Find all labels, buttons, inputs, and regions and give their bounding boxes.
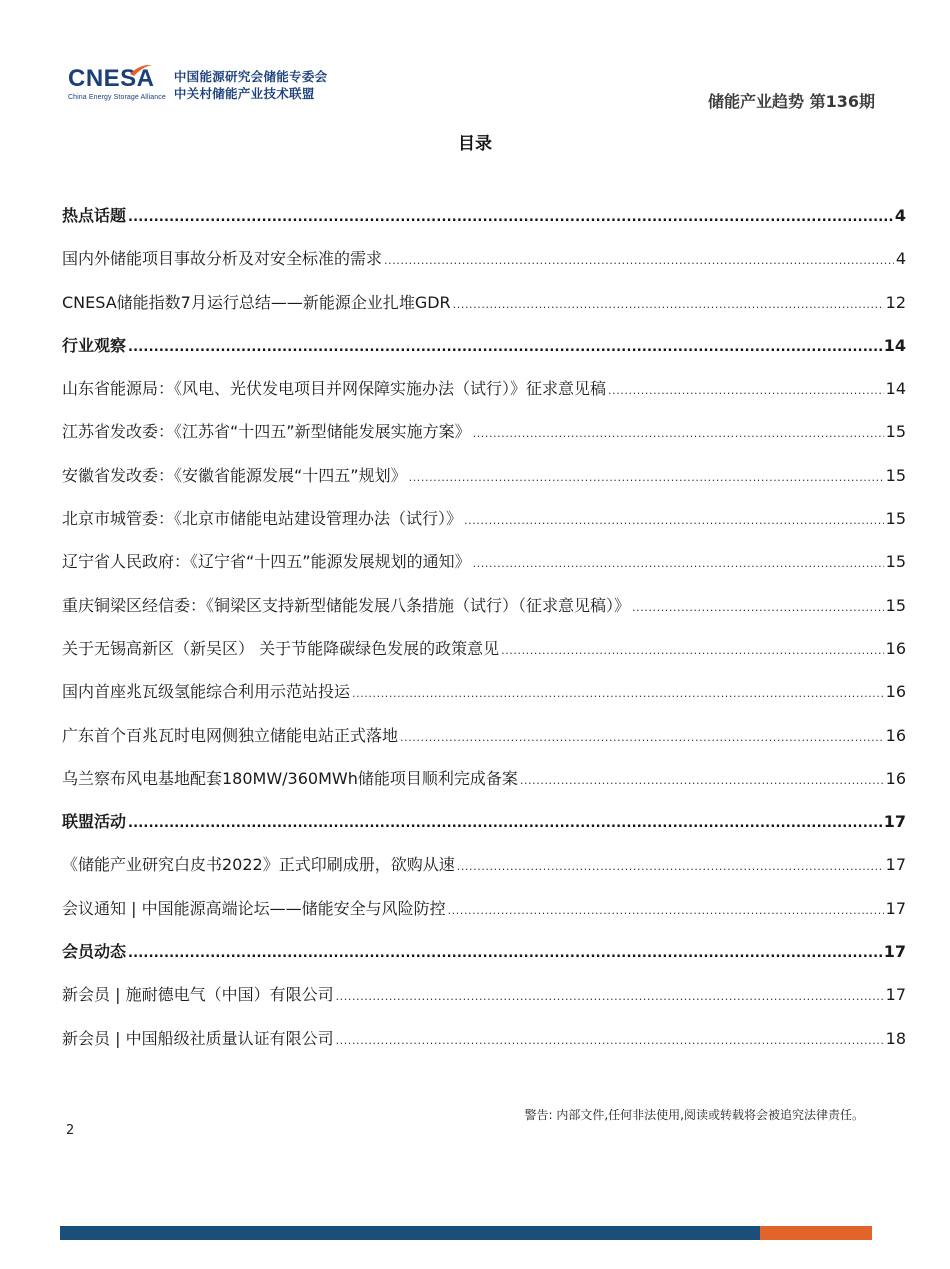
toc-leader-dots bbox=[608, 373, 884, 409]
toc-entry-label: 会员动态 bbox=[62, 942, 127, 962]
toc-entry[interactable] bbox=[62, 241, 906, 284]
toc-entry-page: 4 bbox=[894, 206, 906, 225]
toc-leader-dots bbox=[336, 979, 884, 1015]
toc-entry[interactable] bbox=[62, 414, 906, 457]
toc-leader-dots bbox=[520, 763, 884, 799]
toc-entry[interactable] bbox=[62, 501, 906, 544]
toc-entry-page: 15 bbox=[885, 465, 906, 485]
toc-leader-dots bbox=[128, 806, 882, 842]
toc-entry[interactable] bbox=[62, 718, 906, 761]
logo-tagline: China Energy Storage Alliance bbox=[68, 94, 166, 101]
toc-entry-page: 16 bbox=[885, 638, 906, 658]
toc-leader-dots bbox=[453, 287, 884, 323]
toc-section-entry[interactable] bbox=[62, 328, 906, 371]
toc-entry[interactable] bbox=[62, 977, 906, 1020]
logo-chinese-name bbox=[174, 68, 328, 102]
toc-entry-page: 15 bbox=[885, 595, 906, 615]
toc-title: 目录 bbox=[458, 134, 492, 154]
toc-leader-dots bbox=[128, 330, 882, 366]
toc-entry-label: 国内外储能项目事故分析及对安全标准的需求 bbox=[62, 249, 383, 269]
toc-entry-label: 山东省能源局：《风电、光伏发电项目并网保障实施办法（试行）》征求意见稿 bbox=[62, 379, 607, 399]
issue-title: 储能产业趋势 第136期 bbox=[708, 92, 875, 111]
toc-leader-dots bbox=[128, 200, 893, 236]
logo-cn-line2: 中关村储能产业技术联盟 bbox=[173, 86, 315, 101]
toc-leader-dots bbox=[352, 676, 884, 712]
toc-leader-dots bbox=[400, 720, 884, 756]
toc-entry-label: 江苏省发改委：《江苏省“十四五”新型储能发展实施方案》 bbox=[62, 422, 471, 442]
toc-entry[interactable] bbox=[62, 285, 906, 328]
toc-entry[interactable] bbox=[62, 761, 906, 804]
toc-leader-dots bbox=[501, 633, 884, 669]
toc-entry-page: 17 bbox=[883, 812, 906, 832]
footer-bar-orange bbox=[760, 1226, 872, 1240]
toc-entry-label: 关于无锡高新区（新吴区） 关于节能降碳绿色发展的政策意见 bbox=[62, 638, 500, 658]
toc-leader-dots bbox=[409, 460, 884, 496]
toc-entry-label: 行业观察 bbox=[62, 335, 127, 355]
toc-entry-label: 新会员 | 施耐德电气（中国）有限公司 bbox=[62, 985, 334, 1005]
toc-entry[interactable] bbox=[62, 458, 906, 501]
toc-entry-page: 16 bbox=[885, 768, 906, 788]
toc-entry[interactable] bbox=[62, 544, 906, 587]
toc-section-entry[interactable] bbox=[62, 934, 906, 977]
toc-entry-page: 15 bbox=[885, 552, 906, 572]
toc-leader-dots bbox=[632, 590, 884, 626]
toc-entry-page: 14 bbox=[883, 335, 906, 355]
toc-entry[interactable] bbox=[62, 1021, 906, 1064]
toc-entry-page: 17 bbox=[885, 855, 906, 875]
toc-entry-page: 16 bbox=[885, 682, 906, 702]
toc-entry-label: 重庆铜梁区经信委：《铜梁区支持新型储能发展八条措施（试行）（征求意见稿）》 bbox=[62, 595, 631, 615]
logo-swoosh-icon bbox=[128, 62, 154, 78]
footer-bar-blue bbox=[60, 1226, 760, 1240]
toc-entry[interactable] bbox=[62, 847, 906, 890]
logo-cn-line1: 中国能源研究会储能专委会 bbox=[173, 69, 328, 84]
toc-entry-page: 18 bbox=[885, 1028, 906, 1048]
confidentiality-warning: 警告: 内部文件,任何非法使用,阅读或转载将会被追究法律责任。 bbox=[524, 1108, 864, 1122]
toc-section-entry[interactable] bbox=[62, 804, 906, 847]
toc-entry-label: 北京市城管委：《北京市储能电站建设管理办法（试行）》 bbox=[62, 509, 463, 529]
toc-leader-dots bbox=[336, 1023, 884, 1059]
toc-entry-label: CNESA储能指数7月运行总结——新能源企业扎堆GDR bbox=[62, 292, 451, 312]
toc-entry-label: 乌兰察布风电基地配套180MW/360MWh储能项目顺利完成备案 bbox=[62, 768, 518, 788]
toc-entry-page: 15 bbox=[885, 509, 906, 529]
toc-entry[interactable] bbox=[62, 588, 906, 631]
toc-leader-dots bbox=[128, 936, 882, 972]
toc-leader-dots bbox=[464, 503, 884, 539]
cnesa-logo bbox=[68, 66, 327, 108]
toc-leader-dots bbox=[448, 893, 884, 929]
toc-entry-label: 新会员 | 中国船级社质量认证有限公司 bbox=[62, 1028, 334, 1048]
toc-entry-page: 14 bbox=[885, 379, 906, 399]
toc-entry[interactable] bbox=[62, 631, 906, 674]
toc-entry-label: 辽宁省人民政府：《辽宁省“十四五”能源发展规划的通知》 bbox=[62, 552, 471, 572]
toc-entry-page: 12 bbox=[885, 292, 906, 312]
toc-entry-label: 安徽省发改委：《安徽省能源发展“十四五”规划》 bbox=[62, 465, 407, 485]
toc-leader-dots bbox=[384, 243, 894, 279]
toc-entry-label: 会议通知 | 中国能源高端论坛——储能安全与风险防控 bbox=[62, 898, 446, 918]
toc-entry-label: 国内首座兆瓦级氢能综合利用示范站投运 bbox=[62, 682, 351, 702]
toc-entry-page: 17 bbox=[883, 942, 906, 962]
toc-leader-dots bbox=[473, 546, 884, 582]
toc-entry-page: 16 bbox=[885, 725, 906, 745]
toc-entry-page: 17 bbox=[885, 898, 906, 918]
toc-entry[interactable] bbox=[62, 891, 906, 934]
logo-mark: CNESA bbox=[68, 66, 166, 92]
page-number: 2 bbox=[66, 1123, 75, 1138]
toc-entry-label: 热点话题 bbox=[62, 206, 127, 225]
toc-entry[interactable] bbox=[62, 371, 906, 414]
toc-entry-label: 广东首个百兆瓦时电网侧独立储能电站正式落地 bbox=[62, 725, 399, 745]
toc-entry[interactable] bbox=[62, 674, 906, 717]
table-of-contents bbox=[62, 198, 906, 1064]
toc-entry-label: 《储能产业研究白皮书2022》正式印刷成册，欲购从速 bbox=[62, 855, 455, 875]
toc-entry-label: 联盟活动 bbox=[62, 812, 127, 832]
toc-leader-dots bbox=[457, 849, 884, 885]
toc-section-entry[interactable] bbox=[62, 198, 906, 241]
toc-entry-page: 4 bbox=[895, 249, 906, 269]
toc-entry-page: 15 bbox=[885, 422, 906, 442]
toc-entry-page: 17 bbox=[885, 985, 906, 1005]
toc-leader-dots bbox=[473, 416, 884, 452]
